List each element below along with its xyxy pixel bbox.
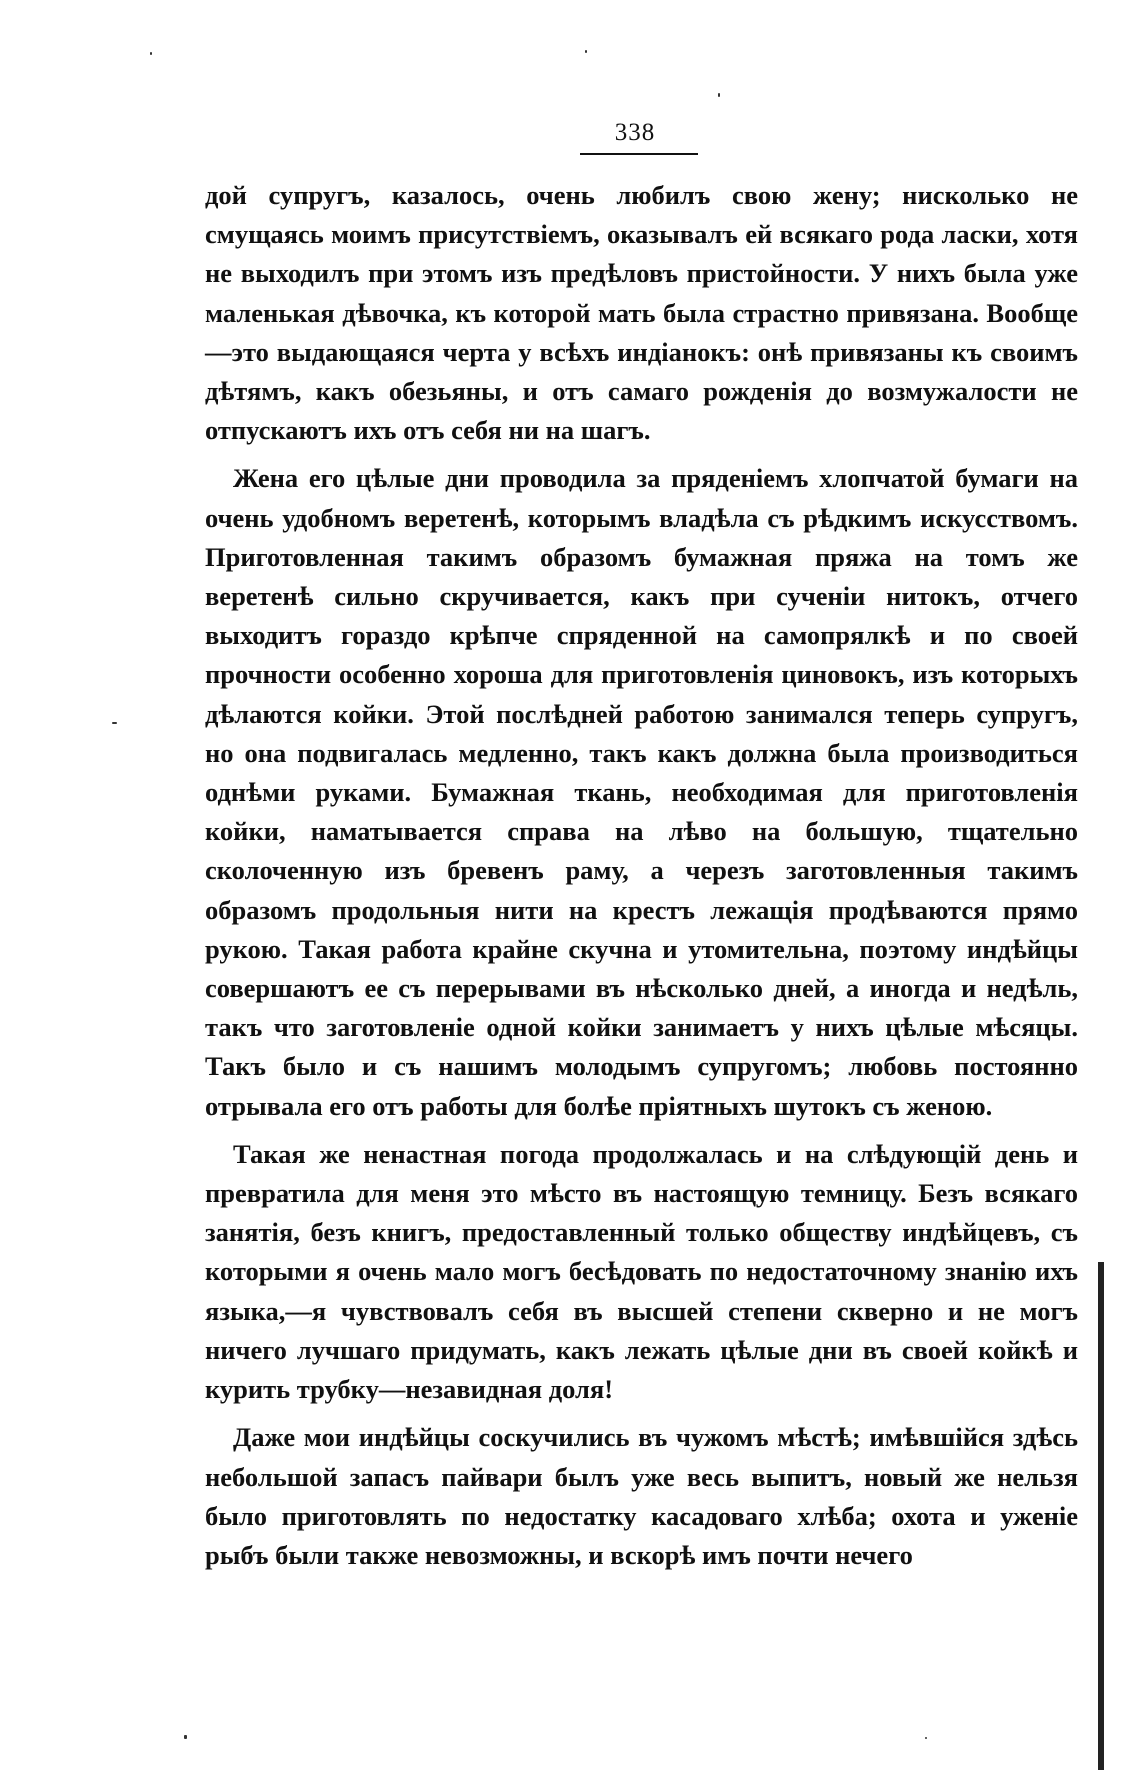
header-rule (580, 153, 698, 155)
page-body (205, 176, 1078, 1584)
scan-speck (150, 52, 152, 55)
scan-speck (184, 1735, 187, 1739)
scan-speck (112, 722, 117, 724)
scan-speck (585, 50, 587, 53)
scan-speck (925, 1737, 927, 1739)
paragraph-1: дой супругъ, казалось, очень любилъ свою жену; нисколько не смущаясь моимъ присутствіемъ, оказывалъ ей всякаго рода ласки, хотя не выходилъ при этомъ изъ предѣловъ пристойности. У нихъ была уже маленькая дѣвочка, къ которой мать была страстно привязана. Вообще—это выдающаяся черта у всѣхъ индіанокъ: онѣ привязаны къ своимъ дѣтямъ, какъ обезьяны, и отъ самаго рожденія до возмужалости не отпускаютъ ихъ отъ себя ни на шагъ. (205, 180, 1078, 446)
paragraph-3: Такая же ненастная погода продолжалась и на слѣдующій день и превратила для меня это мѣсто въ настоящую темницу. Безъ всякаго занятія, безъ книгъ, предоставленный только обществу индѣйцевъ, съ которыми я очень мало могъ бесѣдовать по недостаточному знанію ихъ языка,—я чувствовалъ себя въ высшей степени скверно и не могъ ничего лучшаго придумать, какъ лежать цѣлые дни въ своей койкѣ и курить трубку—незавидная доля! (205, 1138, 1078, 1405)
scan-speck (718, 93, 720, 97)
paragraph-4: Даже мои индѣйцы соскучились въ чужомъ мѣстѣ; имѣвшійся здѣсь небольшой запасъ пайвари былъ уже весь выпитъ, новый же нельзя было приготовлять по недостатку касадоваго хлѣба; охота и уженіе рыбъ были также невозможны, и вскорѣ имъ почти нечего (205, 1422, 1078, 1570)
paragraph-2: Жена его цѣлые дни проводила за пряденіемъ хлопчатой бумаги на очень удобномъ веретенѣ, которымъ владѣла съ рѣдкимъ искусствомъ. Приготовленная такимъ образомъ бумажная пряжа на томъ же веретенѣ сильно скручивается, какъ при сученіи нитокъ, отчего выходитъ гораздо крѣпче спряденной на самопрялкѣ и по своей прочности особенно хороша для приготовленія циновокъ, изъ которыхъ дѣлаются койки. Этой послѣдней работою занимался теперь супругъ, но она подвигалась медленно, такъ какъ должна была производиться однѣми руками. Бумажная ткань, необходимая для приготовленія койки, наматывается справа на лѣво на большую, тщательно сколоченную изъ бревенъ раму, а черезъ заготовленныя такимъ образомъ продольныя нити на крестъ лежащія продѣваются прямо рукою. Такая работа крайне скучна и утомительна, поэтому индѣйцы совершаютъ ее съ перерывами въ нѣсколько дней, а иногда и недѣль, такъ что заготовленіе одной койки занимаетъ у нихъ цѣлые мѣсяцы. Такъ было и съ нашимъ молодымъ супругомъ; любовь постоянно отрывала его отъ работы для болѣе пріятныхъ шутокъ съ женою. (205, 463, 1078, 1121)
scan-margin-shadow (1098, 1262, 1104, 1770)
page-number: 338 (614, 119, 656, 146)
